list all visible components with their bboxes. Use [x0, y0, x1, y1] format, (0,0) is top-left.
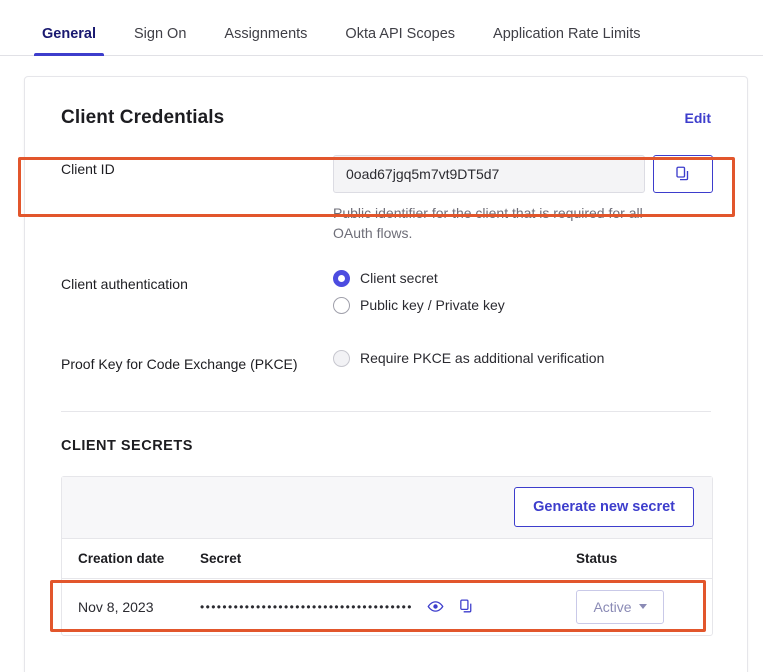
tab-application-rate-limits[interactable]: [479, 27, 655, 56]
column-header-status: Status: [576, 550, 618, 566]
edit-button[interactable]: Edit: [684, 110, 711, 126]
client-id-row: [61, 155, 711, 244]
tab-label: Application Rate Limits: [493, 25, 641, 42]
pkce-label: Proof Key for Code Exchange (PKCE): [61, 355, 298, 372]
chevron-down-icon: [639, 604, 647, 609]
cell-status: [576, 590, 696, 624]
client-secrets-table: [61, 476, 713, 636]
tab-general[interactable]: [28, 27, 110, 56]
reveal-secret-button[interactable]: [427, 598, 444, 615]
tab-okta-api-scopes[interactable]: [331, 27, 469, 56]
secrets-toolbar: [62, 477, 712, 539]
client-id-field-group: [333, 155, 713, 244]
pkce-option: [333, 350, 711, 377]
table-header-row: [62, 539, 712, 579]
generate-new-secret-button[interactable]: Generate new secret: [514, 487, 694, 527]
cell-secret: [200, 598, 576, 615]
pkce-row: [61, 350, 711, 377]
client-id-input[interactable]: [333, 155, 645, 193]
eye-icon: [427, 598, 444, 615]
cell-creation-date: Nov 8, 2023: [78, 598, 154, 615]
column-header-secret: Secret: [200, 550, 242, 566]
radio-icon: [333, 297, 350, 314]
status-value: Active: [593, 598, 632, 615]
copy-secret-button[interactable]: [458, 598, 475, 615]
tab-label: Okta API Scopes: [345, 25, 456, 42]
copy-icon: [458, 598, 475, 615]
tab-label: General: [42, 25, 96, 42]
radio-icon: [333, 270, 350, 287]
checkbox-label: Require PKCE as additional verification: [360, 350, 605, 367]
card-header: [61, 107, 711, 129]
radio-public-private-key[interactable]: [333, 297, 711, 314]
copy-icon: [674, 165, 692, 183]
tab-bar: [0, 0, 763, 56]
checkbox-icon: [333, 350, 350, 367]
radio-label: Client secret: [360, 270, 438, 287]
client-credentials-card: [24, 76, 748, 672]
tab-label: Sign On: [134, 25, 187, 42]
client-secrets-heading: CLIENT SECRETS: [61, 437, 193, 454]
client-id-label: Client ID: [61, 161, 115, 177]
client-authentication-label: Client authentication: [61, 275, 188, 292]
column-header-creation-date: Creation date: [78, 550, 165, 566]
masked-secret-value: ••••••••••••••••••••••••••••••••••••••: [200, 599, 413, 614]
tab-label: Assignments: [224, 25, 308, 42]
status-dropdown[interactable]: [576, 590, 664, 624]
client-authentication-row: [61, 270, 711, 324]
client-id-hint: Public identifier for the client that is required for all OAuth flows.: [333, 205, 643, 242]
tab-sign-on[interactable]: [120, 27, 200, 56]
section-divider: [61, 411, 711, 412]
client-id-value: 0oad67jgq5m7vt9DT5d7: [346, 166, 500, 182]
checkbox-require-pkce[interactable]: [333, 350, 711, 367]
copy-client-id-button[interactable]: [653, 155, 713, 193]
page-title: Client Credentials: [61, 107, 225, 128]
radio-client-secret[interactable]: [333, 270, 711, 287]
client-authentication-options: [333, 270, 711, 324]
radio-label: Public key / Private key: [360, 297, 505, 314]
table-row: [62, 579, 712, 635]
content-area: [0, 56, 763, 672]
tab-assignments[interactable]: [210, 27, 321, 56]
